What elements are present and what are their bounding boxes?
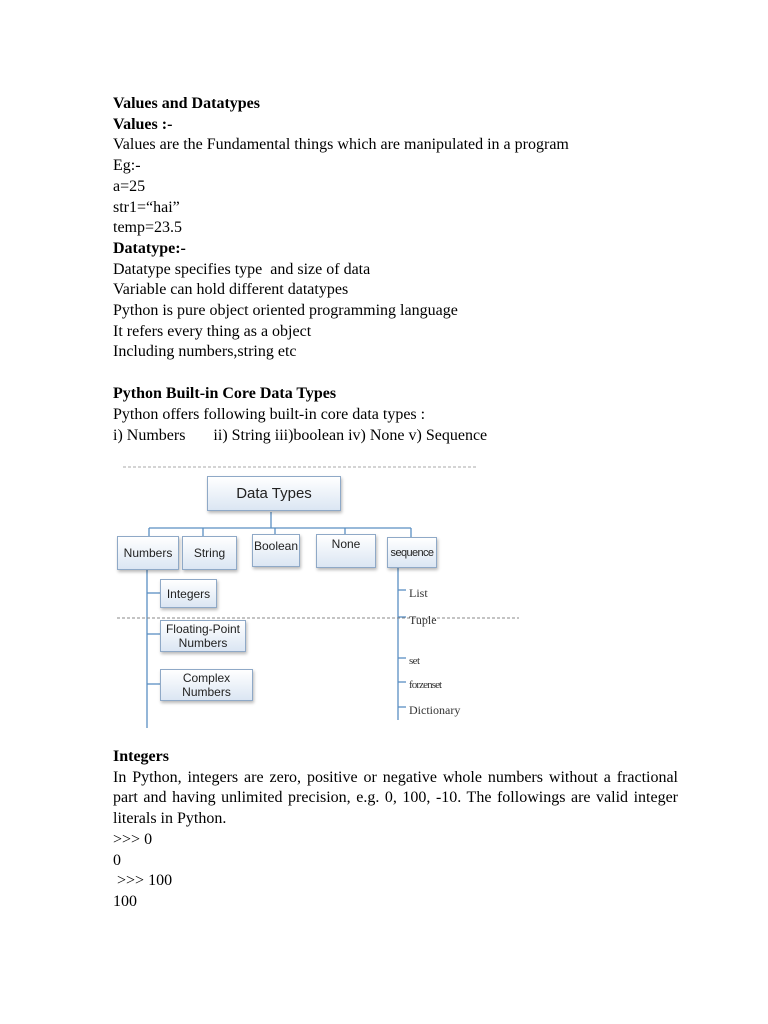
code-line: 0 bbox=[113, 851, 121, 869]
datatype-line: Datatype specifies type and size of data bbox=[113, 260, 371, 278]
datatype-line: It refers every thing as a object bbox=[113, 322, 312, 340]
example-line: str1=“hai” bbox=[113, 198, 180, 216]
sequence-leaf-dictionary: Dictionary bbox=[409, 703, 461, 717]
values-heading: Values :- bbox=[113, 115, 173, 133]
datatype-line: Including numbers,string etc bbox=[113, 343, 297, 361]
example-line: temp=23.5 bbox=[113, 219, 183, 237]
data-types-diagram bbox=[113, 462, 523, 728]
page-title: Values and Datatypes bbox=[113, 95, 260, 112]
document-body bbox=[113, 94, 679, 446]
category-box-boolean: Boolean bbox=[252, 534, 300, 567]
core-types-list: i) Numbers ii) String iii)boolean iv) None v) Sequence bbox=[113, 426, 488, 444]
integers-heading: Integers bbox=[113, 748, 169, 765]
sequence-leaf-list: List bbox=[409, 586, 428, 600]
paragraph-gap bbox=[113, 363, 679, 384]
datatype-heading: Datatype:- bbox=[113, 239, 186, 257]
category-box-numbers: Numbers bbox=[117, 536, 179, 570]
sequence-leaf-frozenset: forzenset bbox=[409, 679, 442, 691]
core-types-intro: Python offers following built-in core data types : bbox=[113, 405, 426, 423]
code-line: >>> 100 bbox=[113, 872, 173, 890]
integers-section bbox=[113, 747, 678, 913]
category-box-string: String bbox=[182, 536, 237, 570]
category-box-sequence: sequence bbox=[387, 537, 437, 568]
example-line: a=25 bbox=[113, 177, 146, 195]
sequence-leaf-set: set bbox=[409, 655, 420, 667]
sequence-leaf-tuple: Tuple bbox=[409, 613, 437, 627]
category-box-none: None bbox=[316, 534, 376, 568]
integers-paragraph: In Python, integers are zero, positive or negative whole numbers without a fractional part and having unlimited precision, e.g. 0, 100, -10. The followings are valid integer literals in Python. bbox=[113, 768, 678, 828]
core-types-heading: Python Built-in Core Data Types bbox=[113, 385, 337, 403]
example-label: Eg:- bbox=[113, 157, 141, 175]
code-line: 100 bbox=[113, 892, 137, 910]
datatype-line: Python is pure object oriented programming language bbox=[113, 302, 458, 320]
subtype-box-floating-point: Floating-Point Numbers bbox=[160, 620, 246, 652]
subtype-box-complex: Complex Numbers bbox=[160, 669, 253, 701]
datatype-line: Variable can hold different datatypes bbox=[113, 281, 349, 299]
subtype-box-integers: Integers bbox=[160, 579, 217, 608]
root-box: Data Types bbox=[207, 476, 341, 511]
code-line: >>> 0 bbox=[113, 830, 153, 848]
values-description: Values are the Fundamental things which are manipulated in a program bbox=[113, 136, 569, 154]
